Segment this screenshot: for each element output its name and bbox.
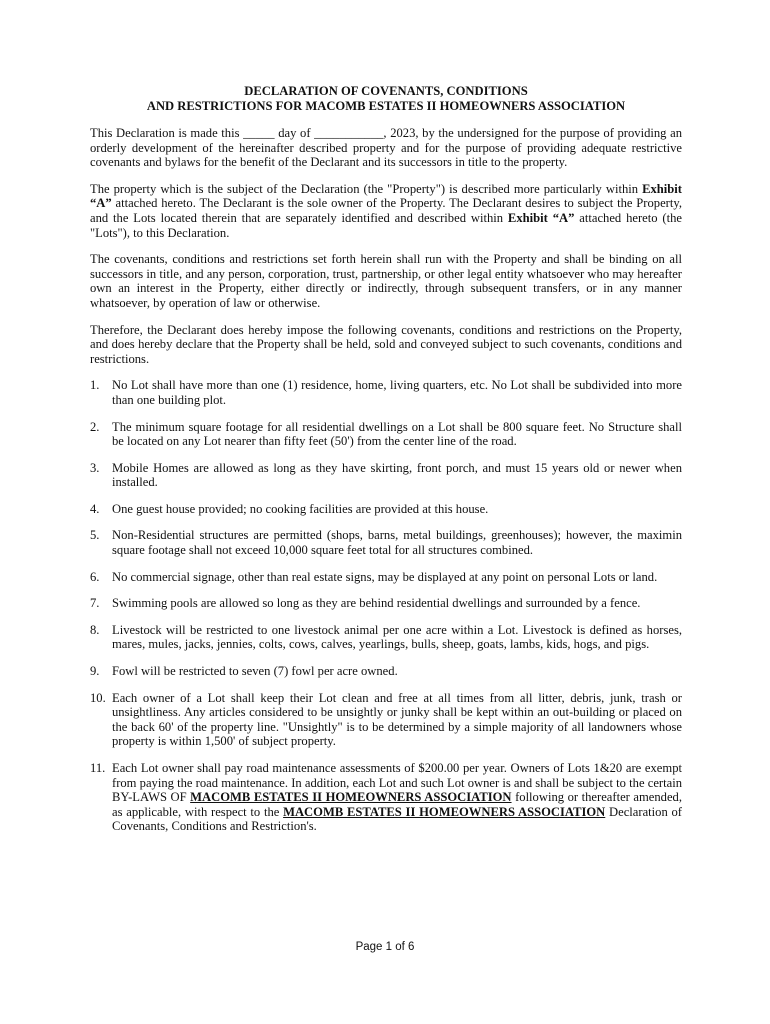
intro-paragraph-3: The covenants, conditions and restrictions set forth herein shall run with the Property and shall be binding on all successors in title, and any person, corporation, trust, partnership, or other legal entity whatsoever who may hereafter own an interest in the Property, either directly or indirectly, through subsequent transfers, or in any manner whatsoever, by operation of law or otherwise. — [90, 252, 682, 310]
document-body — [90, 84, 682, 846]
exhibit-a-reference: Exhibit “A” — [507, 210, 575, 225]
title-line-1: DECLARATION OF COVENANTS, CONDITIONS — [244, 84, 528, 98]
item-text: No commercial signage, other than real estate signs, may be displayed at any point on personal Lots or land. — [112, 569, 658, 584]
item-number: 7. — [90, 596, 100, 611]
list-item — [90, 664, 682, 679]
association-name: MACOMB ESTATES II HOMEOWNERS ASSOCIATION — [283, 804, 606, 819]
list-item — [90, 461, 682, 490]
item-number: 8. — [90, 622, 100, 637]
list-item — [90, 528, 682, 557]
item-text: No Lot shall have more than one (1) residence, home, living quarters, etc. No Lot shall be subdivided into more than one building plot. — [112, 378, 682, 407]
item-number: 5. — [90, 528, 100, 543]
item-number: 2. — [90, 419, 100, 434]
list-item — [90, 596, 682, 611]
list-item — [90, 502, 682, 517]
item-text: Each owner of a Lot shall keep their Lot clean and free at all times from all litter, debris, junk, trash or unsightliness. Any articles considered to be unsightly or junky shall be kept within an out-building or placed on the back 60' of the property line. "Unsightly" is to be determined by a simple majority of all landowners whose property is within 1,500' of subject property. — [112, 690, 682, 749]
covenant-list — [90, 378, 682, 834]
item-number: 10. — [90, 690, 106, 705]
title-line-2: AND RESTRICTIONS FOR MACOMB ESTATES II HOMEOWNERS ASSOCIATION — [146, 99, 626, 113]
item-text: Non-Residential structures are permitted (shops, barns, metal buildings, greenhouses); however, the maximin square footage shall not exceed 10,000 square feet total for all structures combined. — [112, 528, 682, 558]
intro-paragraph-4: Therefore, the Declarant does hereby impose the following covenants, conditions and restrictions on the Property, and does hereby declare that the Property shall be held, sold and conveyed subject to such covenants, conditions and restrictions. — [90, 322, 682, 366]
list-item — [90, 761, 682, 834]
item-text: The minimum square footage for all residential dwellings on a Lot shall be 800 square feet. No Structure shall be located on any Lot nearer than fifty feet (50') from the center line of the road. — [112, 419, 682, 449]
item-text: Fowl will be restricted to seven (7) fowl per acre owned. — [112, 664, 398, 679]
p2-text-c: attached hereto (the "Lots"), to this Declaration. — [90, 210, 682, 240]
item11-text-a: Each Lot owner shall pay road maintenance assessments of $200.00 per year. Owners of Lots 1&20 are exempt from paying the road maintenance. In addition, each Lot and such Lot owner is and shall be subject to the certain BY-LAWS OF — [112, 761, 682, 805]
document-title — [90, 84, 682, 114]
exhibit-a-reference: Exhibit “A” — [90, 181, 682, 211]
p2-text-b: attached hereto. The Declarant is the sole owner of the Property. The Declarant desires to subject the Property, and the Lots located therein that are separately identified and described within — [90, 196, 682, 225]
item-number: 6. — [90, 569, 100, 584]
item-number: 4. — [90, 501, 100, 516]
item-text: Livestock will be restricted to one livestock animal per one acre within a Lot. Livestock is defined as horses, mares, mules, jacks, jennies, colts, cows, calves, yearlings, bulls, sheep, goats, lambs, kids, hogs, and pigs. — [112, 622, 682, 652]
page-footer: Page 1 of 6 — [355, 941, 415, 953]
list-item — [90, 623, 682, 652]
item-number: 11. — [90, 761, 106, 775]
item-text: Swimming pools are allowed so long as they are behind residential dwellings and surrounded by a fence. — [112, 596, 641, 611]
list-item — [90, 570, 682, 585]
list-item — [90, 691, 682, 749]
item11-text-c: Declaration of Covenants, Conditions and Restriction's. — [112, 804, 682, 834]
association-name: MACOMB ESTATES II HOMEOWNERS ASSOCIATION — [190, 790, 512, 805]
intro-paragraph-1: This Declaration is made this _____ day of ___________, 2023, by the undersigned for the purpose of providing an orderly development of the hereinafter described property and for the purpose of providing adequate restrictive covenants and bylaws for the benefit of the Declarant and its successors in title to the property. — [90, 126, 682, 170]
item-number: 9. — [90, 664, 100, 679]
intro-paragraph-2 — [90, 182, 682, 240]
list-item — [90, 378, 682, 407]
p2-text-a: The property which is the subject of the Declaration (the "Property") is described more particularly within — [90, 181, 643, 196]
item11-text-b: following or thereafter amended, as applicable, with respect to the — [112, 790, 682, 819]
list-item — [90, 420, 682, 449]
item-number: 1. — [90, 378, 100, 393]
item-text: One guest house provided; no cooking facilities are provided at this house. — [112, 501, 489, 516]
item-number: 3. — [90, 460, 100, 475]
item-text: Mobile Homes are allowed as long as they have skirting, front porch, and must 15 years old or newer when installed. — [112, 460, 682, 490]
